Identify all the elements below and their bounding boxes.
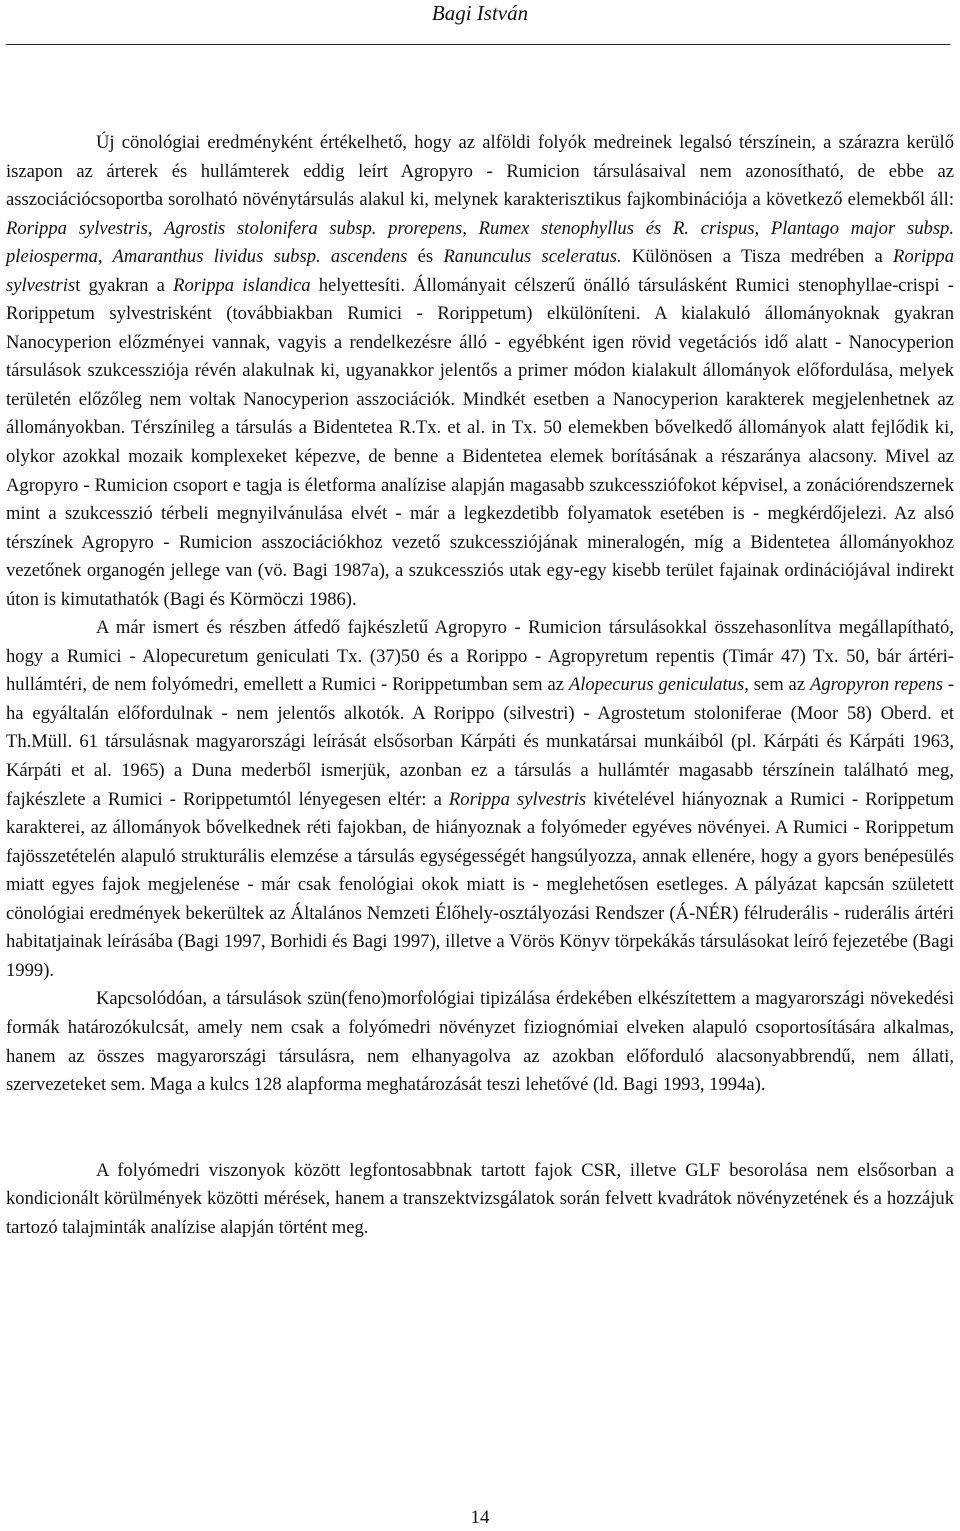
text-run: helyettesíti. Állományait célszerű önálló társulásként Rumici stenophyllae-crispi - Rorippetum sylvestrisként (továbbiakban Rumici - Rorippetum) elkülöníteni. A kialakuló állományoknak gyakran Nanocyperion előzményei vannak, vagyis a rendelkezésre álló - egyébként igen rövid vegetációs idő alatt - Nanocyperion társulások szukcessziója révén alakulnak ki, ugyanakkor jelentős a primer módon kialakult állományok előfordulása, melyek területén előzőleg nem voltak Nanocyperion asszociációk. Mindkét esetben a Nanocyperion karakterek megjelenhetnek az állományokban. Térszínileg a társulás a Bidentetea R.Tx. et al. in Tx. 50 elemekben bővelkedő állományok alatt fejlődik ki, olykor azokkal mozaik komplexeket képezve, de benne a Bidentetea elemek borításának a részaránya alacsony. Mivel az Agropyro - Rumicion csoport e tagja is életforma analízise alapján magasabb szukcessziófokot képvisel, a zonációrendszernek mint a szukcesszió térbeli megnyilvánulása elvét - már a legkezdetibb folyamatok esetében is - megkérdőjelezi. Az alsó térszínek Agropyro - Rumicion asszociációkhoz vezető szukcessziójának mineralogén, míg a Bidentetea állományokhoz vezetőnek organogén jellege van (vö. Bagi 1987a), a szukcessziós utak egy-egy kisebb terület fajainak ordinációjával indirekt úton is kimutathatók (Bagi és Körmöczi 1986). [6, 274, 954, 610]
text-run: , sem az [744, 674, 810, 696]
paragraph-2 [6, 614, 954, 985]
italic-taxon-text: Agropyron repens [809, 674, 943, 696]
italic-taxon-text: Ranunculus sceleratus. [443, 246, 622, 268]
body-text [6, 129, 954, 1242]
page-number: 14 [470, 1507, 490, 1528]
paragraph-4 [6, 1157, 954, 1243]
paragraph-1 [6, 129, 954, 614]
text-run: A már ismert és részben átfedő fajkészletű Agropyro - Rumicion társulásokkal összehasonlítva megállapítható, hogy a Rumici - Alopecuretum geniculati Tx. (37)50 és a Rorippo - Agropyretum repentis (Timár 47) Tx. 50, bár ártéri-hullámtéri, de nem folyómedri, emellett a Rumici - Rorippetumban sem az [6, 617, 954, 696]
text-run: A folyómedri viszonyok között legfontosabbnak tartott fajok CSR, illetve GLF besorolása nem elsősorban a kondicionált körülmények közötti mérések, hanem a transzektvizsgálatok során felvett kvadrátok növényzetének és a hozzájuk tartozó talajminták analízise alapján történt meg. [6, 1159, 954, 1238]
page-header [0, 0, 960, 26]
text-run: Kapcsolódóan, a társulások szün(feno)morfológiai tipizálása érdekében elkészítettem a magyarországi növekedési formák határozókulcsát, amely nem csak a folyómedri növényzet fiziognómiai elveken alapuló csoportosítására alkalmas, hanem az összes magyarországi társulásra, nem elhanyagolva az azokban előforduló alacsonyabbrendű, nem állati, szervezeteket sem. Maga a kulcs 128 alapforma meghatározását teszi lehetővé (ld. Bagi 1993, 1994a). [6, 988, 954, 1096]
italic-taxon-text: Alopecurus geniculatus [568, 674, 745, 696]
text-run: - ha egyáltalán előfordulnak - nem jelentős alkotók. A Rorippo (silvestri) - Agrostetum stoloniferae (Moor 58) Oberd. et Th.Müll. 61 társulásnak magyarországi leírását elsősorban Kárpáti és munkatársai munkáiból (pl. Kárpáti és Kárpáti 1963, Kárpáti et al. 1965) a Duna mederből ismerjük, azonban ez a társulás a hullámtér magasabb térszínein található meg, fajkészlete a Rumici - Rorippetumtól lényegesen eltér: a [6, 674, 955, 810]
paragraph-3 [6, 985, 954, 1099]
text-run: kivételével hiányoznak a Rumici - Rorippetum karakterei, az állományok bővelkednek réti fajokban, de hiányoznak a folyómeder egyéves növényei. A Rumici - Rorippetum fajösszetételén alapuló strukturális elemzése a társulás egységességét hangsúlyozza, annak ellenére, hogy a gyors benépesülés miatt egyes fajok megjelenése - már csak fenológiai okok miatt is - meglehetősen esetleges. A pályázat kapcsán született cönológiai eredmények bekerültek az Általános Nemzeti Élőhely-osztályozási Rendszer (Á-NÉR) félruderális - ruderális ártéri habitatjainak leírásába (Bagi 1997, Borhidi és Bagi 1997), illetve a Vörös Könyv törpekákás társulásokat leíró fejezetébe (Bagi 1999). [6, 788, 955, 981]
italic-taxon-text: Rorippa islandica [173, 274, 311, 296]
italic-taxon-text: Rorippa sylvestris [6, 246, 954, 296]
text-run: Különösen a Tisza medrében a [621, 246, 894, 268]
text-run: Új cönológiai eredményként értékelhető, hogy az alföldi folyók medreinek legalsó térszínein, a szárazra kerülő iszapon az árterek és hullámterek eddig leírt Agropyro - Rumicion társulásaival nem azonosítható, de ebbe az asszociációcsoportba sorolható növénytársulás alakul ki, melynek karakterisztikus fajkombinációja a következő elemekből áll: [6, 132, 954, 211]
italic-taxon-text: Rorippa sylvestris, Agrostis stolonifera subsp. prorepens, Rumex stenophyllus és R. crispus, Plantago major subsp. pleiosperma, Amaranthus lividus subsp. ascendens [6, 217, 954, 268]
text-run: t gyakran a [75, 274, 174, 296]
italic-taxon-text: Rorippa sylvestris [448, 788, 587, 810]
text-run: és [407, 246, 444, 268]
header-rule [6, 44, 950, 45]
header-author: Bagi István [431, 1, 529, 25]
